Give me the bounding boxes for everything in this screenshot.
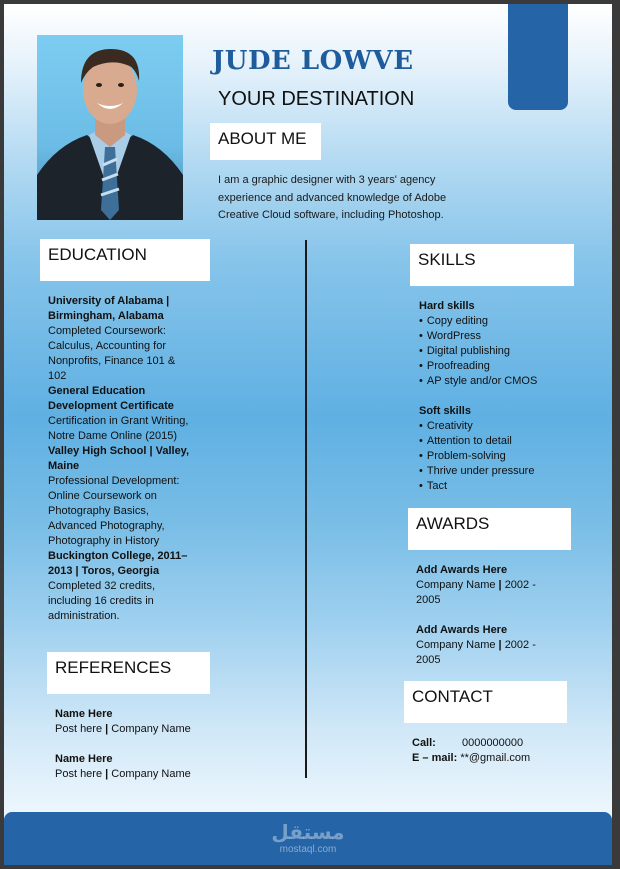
education-line: administration. xyxy=(48,610,120,622)
tagline: YOUR DESTINATION xyxy=(218,88,415,110)
bullet-icon: • xyxy=(419,315,423,327)
skills-heading xyxy=(410,244,574,286)
education-line: Completed 32 credits, xyxy=(48,580,155,592)
skill-item: • AP style and/or CMOS xyxy=(419,375,538,387)
education-line: 102 xyxy=(48,370,67,382)
hard-skills-title: Hard skills xyxy=(419,300,475,312)
references-heading-text: REFERENCES xyxy=(55,658,172,677)
reference-post: Post here | Company Name xyxy=(55,723,191,735)
contact-content xyxy=(412,736,612,766)
references-content xyxy=(55,707,255,782)
mostaql-logo: مستقل xyxy=(271,820,345,844)
bullet-icon: • xyxy=(419,450,423,462)
bullet-icon: • xyxy=(419,345,423,357)
bullet-icon: • xyxy=(419,360,423,372)
awards-heading xyxy=(408,508,571,550)
about-heading-text: ABOUT ME xyxy=(218,129,307,148)
award-company: Company Name | 2002 - xyxy=(416,579,536,591)
education-line: Maine xyxy=(48,460,80,472)
skill-item: • Tact xyxy=(419,480,448,492)
reference-name: Name Here xyxy=(55,753,113,765)
skill-item: • Proofreading xyxy=(419,360,490,372)
mostaql-url: mostaql.com xyxy=(279,844,337,855)
education-line: Development Certificate xyxy=(48,400,174,412)
education-line: Completed Coursework: xyxy=(48,325,166,337)
education-content xyxy=(48,294,248,624)
skill-item: • Attention to detail xyxy=(419,435,512,447)
education-line: Calculus, Accounting for xyxy=(48,340,167,352)
education-line: Advanced Photography, xyxy=(48,520,165,532)
award-end-year: 2005 xyxy=(416,594,441,606)
about-line: experience and advanced knowledge of Adobe xyxy=(218,191,447,204)
award-title: Add Awards Here xyxy=(416,624,508,636)
awards-content xyxy=(416,563,596,668)
education-line: University of Alabama | xyxy=(48,295,170,307)
education-line: Nonprofits, Finance 101 & xyxy=(48,355,176,367)
resume-page xyxy=(4,4,612,865)
skills-heading-text: SKILLS xyxy=(418,250,476,269)
soft-skills-title: Soft skills xyxy=(419,405,471,417)
education-line: Professional Development: xyxy=(48,475,180,487)
skill-item: • Digital publishing xyxy=(419,345,511,357)
reference-name: Name Here xyxy=(55,708,113,720)
skill-item: • WordPress xyxy=(419,330,482,342)
column-divider xyxy=(305,240,307,778)
education-line: Birmingham, Alabama xyxy=(48,310,164,322)
education-heading-text: EDUCATION xyxy=(48,245,147,264)
contact-heading xyxy=(404,681,567,723)
education-line: Online Coursework on xyxy=(48,490,157,502)
education-heading xyxy=(40,239,210,281)
skill-item: • Problem-solving xyxy=(419,450,506,462)
footer-bar xyxy=(4,812,612,865)
bullet-icon: • xyxy=(419,480,423,492)
skill-item: • Copy editing xyxy=(419,315,489,327)
about-heading xyxy=(210,123,321,160)
education-line: 2013 | Toros, Georgia xyxy=(48,565,160,577)
skill-item: • Creativity xyxy=(419,420,473,432)
skills-content xyxy=(419,299,599,494)
education-line: Buckington College, 2011– xyxy=(48,550,188,562)
bullet-icon: • xyxy=(419,435,423,447)
about-line: Creative Cloud software, including Photoshop. xyxy=(218,209,444,221)
contact-phone xyxy=(412,736,612,751)
award-title: Add Awards Here xyxy=(416,564,508,576)
bullet-icon: • xyxy=(419,330,423,342)
email-value: **@gmail.com xyxy=(460,752,531,764)
bullet-icon: • xyxy=(419,465,423,477)
phone-label: Call: xyxy=(412,737,436,749)
award-company: Company Name | 2002 - xyxy=(416,639,536,651)
contact-email xyxy=(412,751,612,766)
education-line: Photography in History xyxy=(48,535,160,547)
about-line: I am a graphic designer with 3 years' agency xyxy=(218,174,436,186)
education-line: Photography Basics, xyxy=(48,505,149,517)
person-name: JUDE LOWVE xyxy=(212,46,414,76)
about-text xyxy=(218,172,488,225)
email-label: E – mail: xyxy=(412,752,458,764)
bullet-icon: • xyxy=(419,420,423,432)
phone-value: 0000000000 xyxy=(461,737,524,749)
education-line: General Education xyxy=(48,385,146,397)
contact-heading-text: CONTACT xyxy=(412,687,493,706)
reference-post: Post here | Company Name xyxy=(55,768,191,780)
education-line: Notre Dame Online (2015) xyxy=(48,430,178,442)
education-line: including 16 credits in xyxy=(48,595,154,607)
bullet-icon: • xyxy=(419,375,423,387)
education-line: Valley High School | Valley, xyxy=(48,445,190,457)
profile-photo xyxy=(37,35,183,220)
award-end-year: 2005 xyxy=(416,654,441,666)
top-accent-bar xyxy=(508,4,568,110)
awards-heading-text: AWARDS xyxy=(416,514,490,533)
skill-item: • Thrive under pressure xyxy=(419,465,535,477)
education-line: Certification in Grant Writing, xyxy=(48,415,189,427)
references-heading xyxy=(47,652,210,694)
